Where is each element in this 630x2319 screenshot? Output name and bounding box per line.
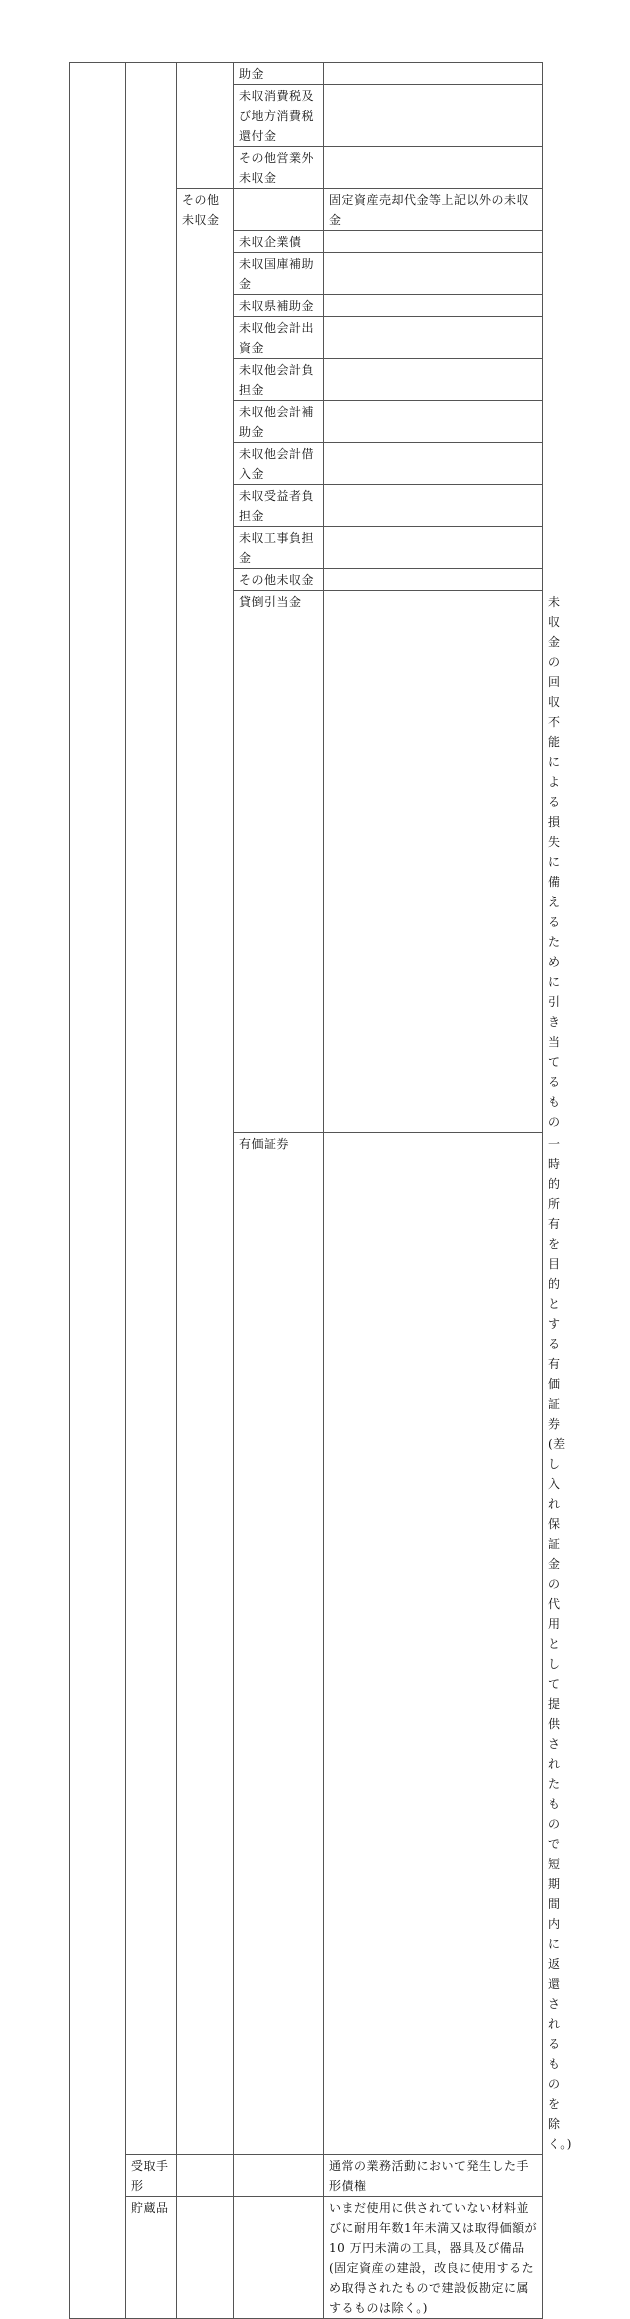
- item-name: [234, 189, 324, 231]
- item-description: [324, 147, 543, 189]
- other-receivables-category: その他未収金: [177, 189, 234, 2155]
- item-name: 未収工事負担金: [234, 527, 324, 569]
- item-description: [324, 253, 543, 295]
- item-description: 固定資産売却代金等上記以外の未収金: [324, 189, 543, 231]
- account-sub-cell: [177, 2155, 234, 2197]
- item-description: [324, 85, 543, 147]
- account-detail-cell: [234, 2197, 324, 2319]
- item-description: [324, 401, 543, 443]
- table-row: 有価証券 一時的所有を目的とする有価証券(差し入れ保証金の代用として提供されたもので短期間内に返還されるものを除く。): [70, 1133, 543, 2155]
- item-name: 未収企業債: [234, 231, 324, 253]
- account-name: 貯蔵品: [126, 2197, 177, 2319]
- item-description: [324, 527, 543, 569]
- account-sub-cell: [324, 1133, 543, 2155]
- item-description: [324, 295, 543, 317]
- item-name: 未収受益者負担金: [234, 485, 324, 527]
- item-description: [324, 231, 543, 253]
- item-name: その他未収金: [234, 569, 324, 591]
- account-sub-cell: [324, 591, 543, 1133]
- account-detail-cell: [234, 2155, 324, 2197]
- account-name: 貸倒引当金: [234, 591, 324, 1133]
- account-name: 有価証券: [234, 1133, 324, 2155]
- item-name: 未収他会計補助金: [234, 401, 324, 443]
- item-name: 未収消費税及び地方消費税還付金: [234, 85, 324, 147]
- item-description: [324, 359, 543, 401]
- item-name: 未収国庫補助金: [234, 253, 324, 295]
- account-description: いまだ使用に供されていない材料並びに耐用年数1年未満又は取得価額が 10 万円未満の工具，器具及び備品(固定資産の建設，改良に使用するため取得されたもので建設仮勘定に属するものは除く。): [324, 2197, 543, 2319]
- item-description: [324, 317, 543, 359]
- item-name: 未収他会計出資金: [234, 317, 324, 359]
- level2-cell: [126, 63, 177, 2155]
- item-description: [324, 569, 543, 591]
- table-row: [70, 63, 543, 85]
- item-name: その他営業外未収金: [234, 147, 324, 189]
- item-description: [324, 63, 543, 85]
- account-table: [69, 62, 572, 2319]
- item-name: 未収県補助金: [234, 295, 324, 317]
- item-name: 未収他会計借入金: [234, 443, 324, 485]
- level3-cell: [177, 63, 234, 189]
- account-sub-cell: [177, 2197, 234, 2319]
- table-row: [70, 2197, 543, 2319]
- account-description: 通常の業務活動において発生した手形債権: [324, 2155, 543, 2197]
- account-name: 受取手形: [126, 2155, 177, 2197]
- table-row: [70, 2155, 543, 2197]
- item-name: 助金: [234, 63, 324, 85]
- item-name: 未収他会計負担金: [234, 359, 324, 401]
- item-description: [324, 443, 543, 485]
- table-row: 貸倒引当金 未収金の回収不能による損失に備えるために引き当てるもの: [70, 591, 543, 1133]
- item-description: [324, 485, 543, 527]
- level1-cell: [70, 63, 126, 2319]
